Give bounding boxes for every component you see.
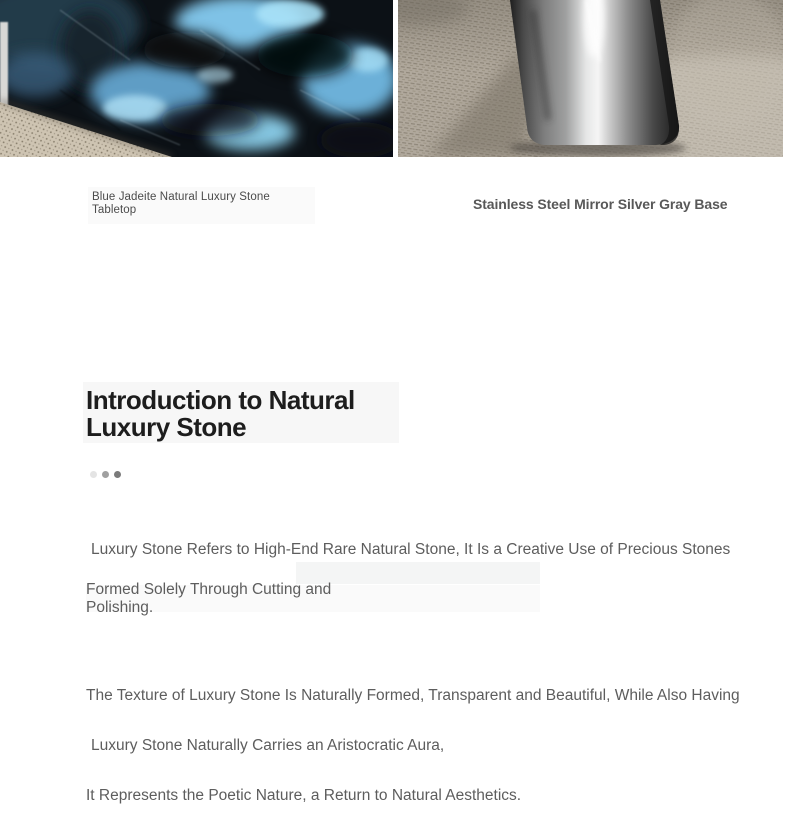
dot-1: [90, 471, 97, 478]
paragraph-definition: Luxury Stone Refers to High-End Rare Natural Stone, It Is a Creative Use of Precious Stones: [91, 541, 731, 558]
paragraph-texture: The Texture of Luxury Stone Is Naturally Formed, Transparent and Beautiful, While Also Having: [86, 687, 740, 704]
section-heading: [86, 387, 416, 440]
heading-line: Introduction to Natural: [86, 385, 355, 415]
paragraph-line: Polishing.: [86, 598, 154, 616]
dot-2: [102, 471, 109, 478]
product-image-blue-jadeite[interactable]: [0, 0, 393, 157]
dot-3: [114, 471, 121, 478]
heading-line: Luxury Stone: [86, 411, 247, 442]
paragraph-definition-cont: [86, 581, 386, 616]
paragraph-aura: Luxury Stone Naturally Carries an Aristocratic Aura,: [91, 737, 445, 754]
product-image-steel-base[interactable]: [398, 0, 783, 157]
caption-blue-jadeite: [92, 191, 292, 217]
paragraph-line: Formed Solely Through Cutting and: [86, 581, 332, 598]
caption-line: Tabletop: [92, 204, 137, 216]
caption-line: Blue Jadeite Natural Luxury Stone: [92, 191, 270, 203]
steel-base-photo: [398, 0, 783, 157]
blue-jadeite-photo: [0, 0, 393, 157]
caption-steel-base: Stainless Steel Mirror Silver Gray Base: [473, 196, 728, 212]
progress-dots: [90, 471, 150, 479]
paragraph-poetic: It Represents the Poetic Nature, a Return to Natural Aesthetics.: [86, 787, 522, 804]
